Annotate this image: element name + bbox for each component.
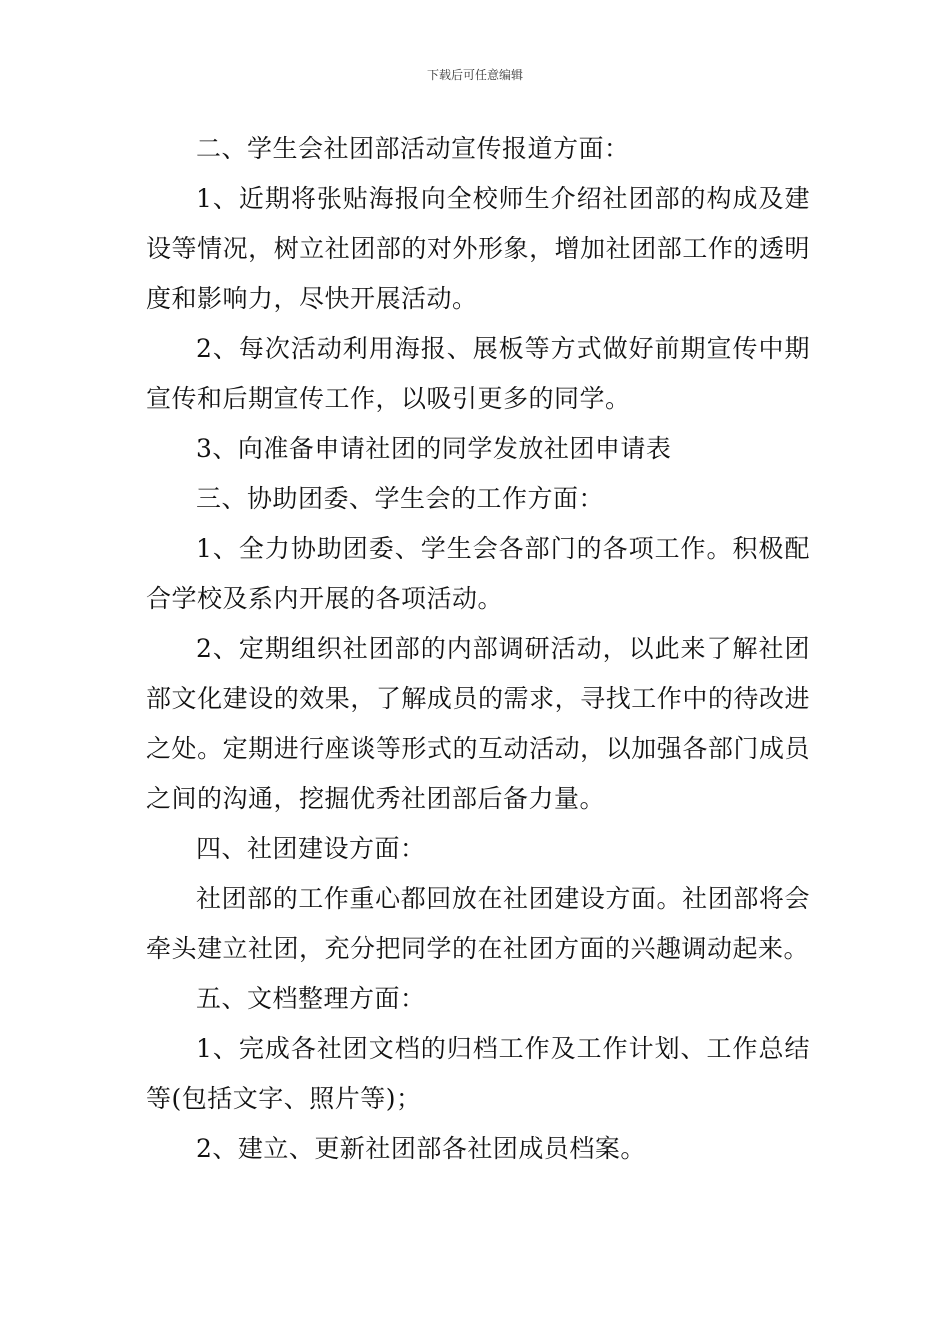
paragraph-assist-1: 1、全力协助团委、学生会各部门的各项工作。积极配合学校及系内开展的各项活动。 [146,534,810,613]
document-body [146,124,810,1174]
section-heading-assist: 三、协助团委、学生会的工作方面： [196,484,605,513]
paragraph-club-building: 社团部的工作重心都回放在社团建设方面。社团部将会牵头建立社团，充分把同学的在社团方面的兴趣调动起来。 [146,884,810,963]
paragraph-publicity-3: 3、向准备申请社团的同学发放社团申请表 [196,434,672,463]
header-note: 下载后可任意编辑 [426,68,523,82]
section-heading-club-building: 四、社团建设方面： [196,834,426,863]
section-heading-publicity: 二、学生会社团部活动宣传报道方面： [196,134,630,163]
paragraph-assist-2: 2、定期组织社团部的内部调研活动，以此来了解社团部文化建设的效果，了解成员的需求，寻找工作中的待改进之处。定期进行座谈等形式的互动活动，以加强各部门成员之间的沟通，挖掘优秀社团部后备力量。 [146,634,810,813]
paragraph-publicity-1: 1、近期将张贴海报向全校师生介绍社团部的构成及建设等情况，树立社团部的对外形象，增加社团部工作的透明度和影响力，尽快开展活动。 [146,184,810,313]
section-heading-documents: 五、文档整理方面： [196,984,426,1013]
paragraph-documents-2: 2、建立、更新社团部各社团成员档案。 [196,1134,646,1163]
paragraph-documents-1: 1、完成各社团文档的归档工作及工作计划、工作总结等(包括文字、照片等)； [146,1034,810,1113]
paragraph-publicity-2: 2、每次活动利用海报、展板等方式做好前期宣传中期宣传和后期宣传工作，以吸引更多的同学。 [146,334,810,413]
